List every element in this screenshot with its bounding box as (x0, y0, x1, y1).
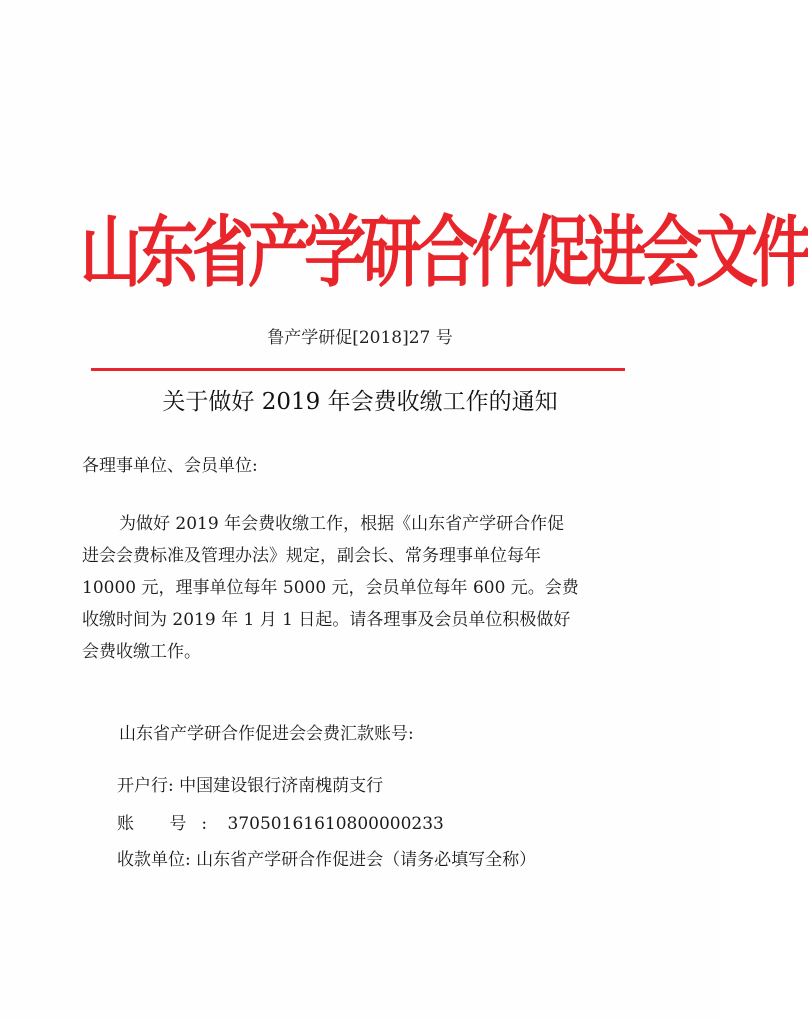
paragraph-line: 10000 元，理事单位每年 5000 元，会员单位每年 600 元。会费 (82, 578, 579, 598)
body-paragraph (82, 508, 622, 668)
paragraph-line: 收缴时间为 2019 年 1 月 1 日起。请各理事及会员单位积极做好 (82, 610, 571, 630)
bank-label: 开户行: (117, 776, 174, 796)
payee-row (117, 848, 536, 872)
account-number-row (117, 812, 444, 836)
account-heading: 山东省产学研合作促进会会费汇款账号: (119, 724, 414, 744)
payee-value: 山东省产学研合作促进会（请务必填写全称） (196, 850, 537, 870)
paragraph-line: 进会会费标准及管理办法》规定，副会长、常务理事单位每年 (82, 546, 541, 566)
account-number-label: 账 号: (117, 814, 223, 834)
payee-label: 收款单位: (117, 850, 191, 870)
red-divider-line (91, 368, 625, 371)
paragraph-line: 为做好 2019 年会费收缴工作，根据《山东省产学研合作促 (119, 514, 565, 534)
salutation: 各理事单位、会员单位: (82, 456, 258, 476)
bank-value: 中国建设银行济南槐荫支行 (179, 776, 384, 796)
paragraph-line: 会费收缴工作。 (82, 642, 201, 662)
document-number: 鲁产学研促[2018]27 号 (267, 328, 453, 348)
letterhead-title: 山东省产学研合作促进会文件 (80, 206, 808, 298)
notice-title: 关于做好 2019 年会费收缴工作的通知 (162, 389, 558, 415)
account-number-value: 37050161610800000233 (227, 814, 444, 834)
bank-row (117, 774, 383, 798)
